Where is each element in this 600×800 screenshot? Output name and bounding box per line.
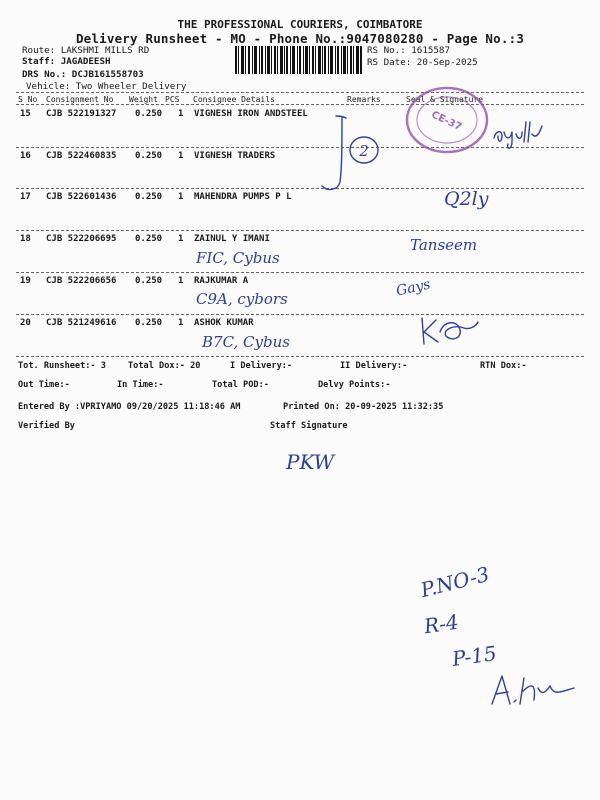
row-consignment: CJB 521249616 <box>46 318 117 328</box>
row-consignment: CJB 522206656 <box>46 276 117 286</box>
row-pcs: 1 <box>178 151 184 161</box>
staff-initials: PKW <box>286 450 335 474</box>
row-divider <box>16 314 584 315</box>
row-pcs: 1 <box>178 109 184 119</box>
out-time: Out Time:- <box>18 380 70 390</box>
col-weight: Weight <box>129 95 158 104</box>
verified-by: Verified By <box>18 421 75 431</box>
row-pcs: 1 <box>178 234 184 244</box>
row-consignee: ZAINUL Y IMANI <box>194 234 270 244</box>
circled-number: 2 <box>359 142 369 160</box>
drs-label: DRS No.: DCJB161558703 <box>22 69 144 80</box>
handwritten-bracket-mark <box>318 112 388 196</box>
col-sno: S No <box>18 95 38 104</box>
rs-number: RS No.: 1615587 <box>367 45 450 56</box>
row-pcs: 1 <box>178 276 184 286</box>
signature-row18: Tanseem <box>410 236 478 254</box>
row-sno: 16 <box>20 151 31 161</box>
total-pod: Total POD:- <box>212 380 269 390</box>
row-consignment: CJB 522206695 <box>46 234 117 244</box>
col-consignee: Consignee Details <box>193 95 275 104</box>
row-consignment: CJB 522191327 <box>46 109 117 119</box>
company-title: THE PROFESSIONAL COURIERS, COIMBATORE <box>177 18 423 31</box>
row-consignee: RAJKUMAR A <box>194 276 249 286</box>
note-row18: FIC, Cybus <box>196 249 280 267</box>
row-sno: 18 <box>20 234 31 244</box>
note-p15: P-15 <box>450 641 499 671</box>
row-divider <box>16 188 584 189</box>
row-weight: 0.250 <box>135 151 163 161</box>
row-weight: 0.250 <box>135 109 163 119</box>
row-weight: 0.250 <box>135 234 163 244</box>
row-divider <box>16 230 584 231</box>
stamp-text: CE-37 <box>429 109 464 134</box>
vehicle-label: Vehicle: Two Wheeler Delivery <box>26 81 187 92</box>
rs-date: RS Date: 20-Sep-2025 <box>367 57 478 68</box>
row-sno: 20 <box>20 318 31 328</box>
row-consignment: CJB 522460835 <box>46 151 117 161</box>
row-weight: 0.250 <box>135 276 163 286</box>
delvy-points: Delvy Points:- <box>318 380 391 390</box>
row-weight: 0.250 <box>135 318 163 328</box>
note-row19: C9A, cybors <box>196 290 288 308</box>
col-remarks: Remarks <box>347 95 381 104</box>
row-pcs: 1 <box>178 192 184 202</box>
entered-by: Entered By :VPRIYAMO 09/20/2025 11:18:46 AM <box>18 402 241 412</box>
note-r4: R-4 <box>422 609 461 639</box>
signature-row20 <box>418 312 482 348</box>
note-page-no: P.NO-3 <box>418 561 492 603</box>
row-sno: 19 <box>20 276 31 286</box>
route-label: Route: LAKSHMI MILLS RD <box>22 45 150 56</box>
row-consignment: CJB 522601436 <box>46 192 117 202</box>
row-pcs: 1 <box>178 318 184 328</box>
ii-delivery: II Delivery:- <box>340 361 408 371</box>
row-sno: 15 <box>20 109 31 119</box>
printed-on: Printed On: 20-09-2025 11:32:35 <box>283 402 444 412</box>
row-consignee: VIGNESH IRON ANDSTEEL <box>194 109 308 119</box>
signature-row19: Gays <box>394 276 432 300</box>
total-dox: Total Dox:- 20 <box>128 361 201 371</box>
table-top-rule <box>16 92 584 93</box>
barcode <box>235 46 363 74</box>
row-consignee: VIGNESH TRADERS <box>194 151 276 161</box>
runsheet-title: Delivery Runsheet - MO - Phone No.:9047080280 - Page No.:3 <box>75 31 525 46</box>
delivery-stamp <box>403 86 495 158</box>
in-time: In Time:- <box>117 380 164 390</box>
table-header-rule <box>16 104 584 105</box>
col-seal: Seal & Signature <box>406 95 484 104</box>
total-runsheet: Tot. Runsheet:- 3 <box>18 361 106 371</box>
staff-signature-label: Staff Signature <box>270 421 348 431</box>
signature-row15 <box>490 112 550 152</box>
row-consignee: MAHENDRA PUMPS P L <box>194 192 292 202</box>
i-delivery: I Delivery:- <box>230 361 293 371</box>
col-consignment: Consignment No <box>46 95 114 104</box>
row-consignee: ASHOK KUMAR <box>194 318 254 328</box>
row-divider <box>16 272 584 273</box>
table-bottom-rule <box>16 356 584 357</box>
row-weight: 0.250 <box>135 192 163 202</box>
staff-label: Staff: JAGADEESH <box>22 56 111 67</box>
note-row20: B7C, Cybus <box>202 333 290 351</box>
row-sno: 17 <box>20 192 31 202</box>
col-pcs: PCS <box>165 95 180 104</box>
signature-row17: Q2ly <box>444 188 489 210</box>
rtn-dox: RTN Dox:- <box>480 361 527 371</box>
initials-bottom <box>488 670 580 710</box>
